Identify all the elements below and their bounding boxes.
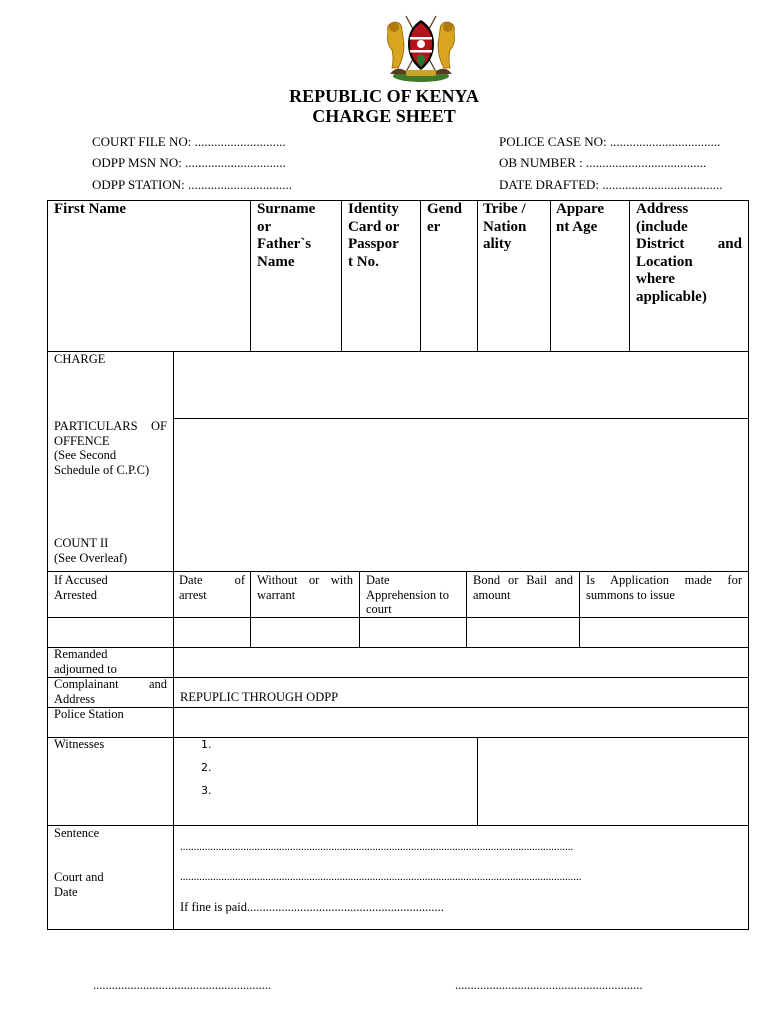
particulars-label: PARTICULARS OF OFFENCE	[54, 419, 167, 448]
signature-right: ............................................................	[455, 978, 643, 992]
col-age: Appare nt Age	[556, 201, 605, 235]
summons-application: Is Application made for summons to issue	[586, 573, 742, 602]
col-tribe: Tribe / Nation ality	[483, 201, 527, 252]
col-gender: Gend er	[427, 201, 463, 235]
ob-number: OB NUMBER : .....................................	[499, 155, 707, 170]
count-label: COUNT II	[54, 536, 109, 550]
page-subtitle: CHARGE SHEET	[312, 106, 456, 126]
col-identity: Identity Card or Passpor t No.	[348, 201, 400, 270]
warrant-status: Without or with warrant	[257, 573, 353, 602]
charge-label: CHARGE	[54, 352, 106, 366]
col-surname: Surname or Father`s Name	[257, 201, 316, 270]
count-note: (See Overleaf)	[54, 551, 128, 565]
remanded-label: Remanded adjourned to	[54, 647, 117, 676]
police-station-label: Police Station	[54, 707, 124, 721]
date-drafted: DATE DRAFTED: .....................................	[499, 177, 723, 192]
witness-1: 1.	[201, 738, 212, 751]
page-title: REPUBLIC OF KENYA	[289, 86, 479, 106]
witness-3: 3.	[201, 784, 212, 797]
signature-left: .........................................................	[93, 978, 272, 992]
particulars-note: (See Second Schedule of C.P.C)	[54, 448, 150, 477]
court-file-no: COURT FILE NO: ............................	[92, 134, 286, 149]
date-of-arrest: Date of arrest	[179, 573, 245, 602]
kenya-coat-of-arms-icon	[382, 14, 460, 84]
col-first-name: First Name	[54, 201, 127, 217]
complainant-label: Complainant and Address	[54, 677, 167, 706]
witnesses-label: Witnesses	[54, 737, 105, 751]
if-accused-arrested: If Accused Arrested	[54, 573, 108, 602]
odpp-station: ODPP STATION: ................................	[92, 177, 292, 192]
sentence-label: Sentence	[54, 826, 100, 840]
witness-2: 2.	[201, 761, 212, 774]
odpp-msn-no: ODPP MSN NO: ...............................	[92, 155, 286, 170]
sentence-line: ...............................................................................................................................................	[180, 841, 574, 853]
fine-line: If fine is paid...............................................................	[180, 900, 444, 914]
police-case-no: POLICE CASE NO: ..................................	[499, 134, 721, 149]
bond-or-bail: Bond or Bail and amount	[473, 573, 573, 602]
col-address: Address (include District and Location where applicable)	[636, 201, 742, 305]
complainant-value: REPUPLIC THROUGH ODPP	[180, 690, 339, 704]
court-line: ..................................................................................................................................................	[180, 871, 582, 883]
date-apprehension: Date Apprehension to court	[366, 573, 449, 616]
court-date-label: Court and Date	[54, 870, 104, 899]
